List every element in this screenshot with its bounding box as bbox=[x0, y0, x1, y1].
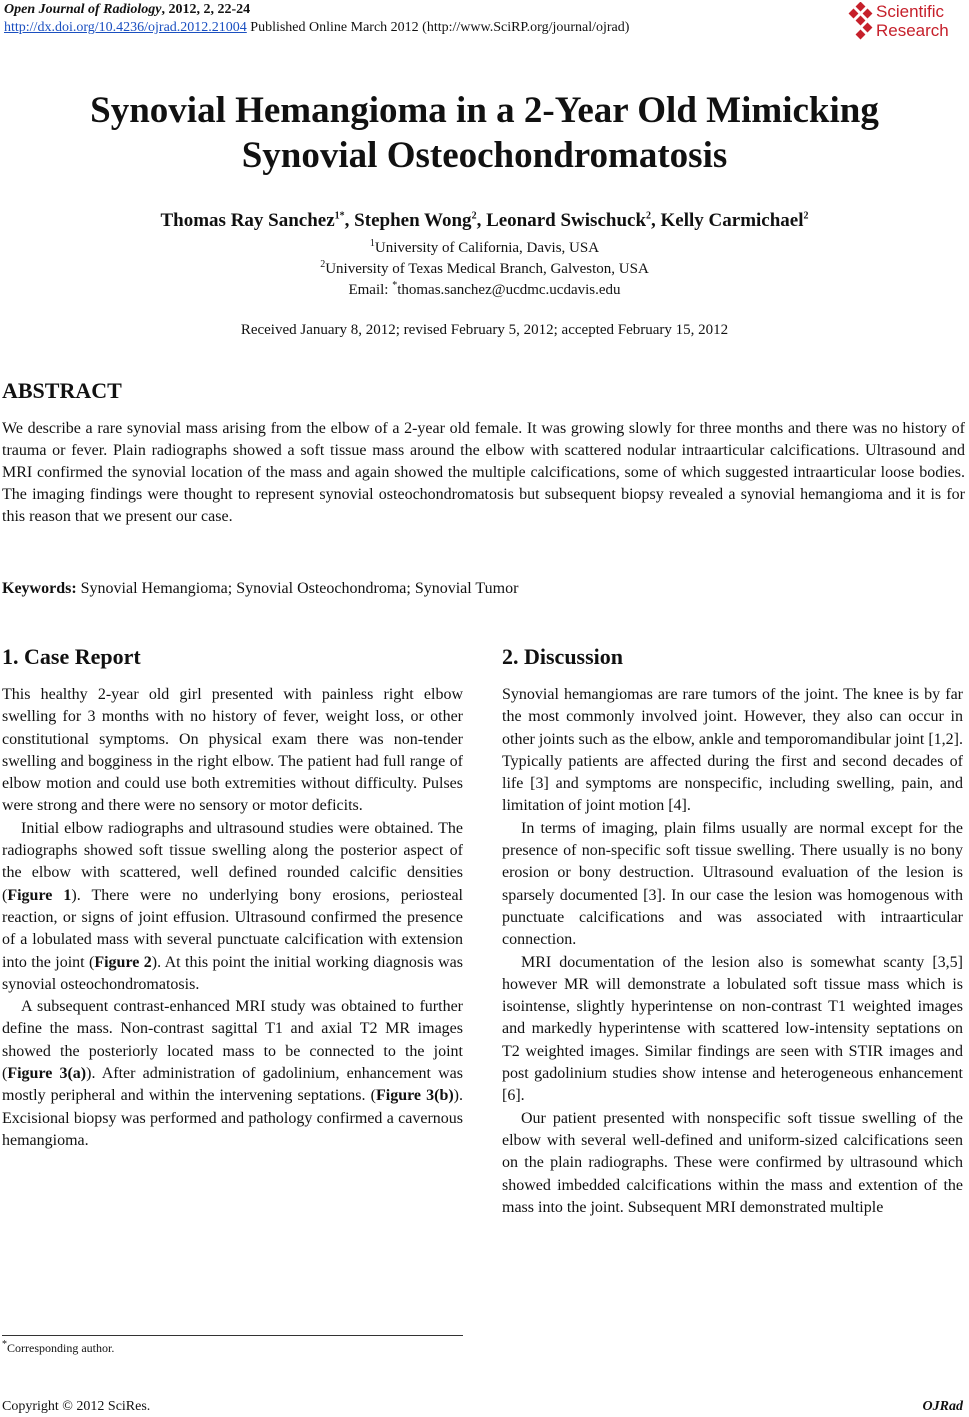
author-name: Leonard Swischuck bbox=[486, 210, 647, 231]
section-1-body bbox=[2, 684, 463, 1152]
affiliation-text: University of California, Davis, USA bbox=[374, 240, 600, 256]
discussion-paragraph-4: Our patient presented with nonspecific soft tissue swelling of the elbow with several well-defined and uniform-sized calcifications seen on the plain radiographs. These were confirmed by ultrasound which showed imbedded calcifications within the mass and extention of the mass into the joint. Subsequent MRI demonstrated multiple bbox=[502, 1109, 963, 1216]
discussion-paragraph-2: In terms of imaging, plain films usually are normal except for the presence of non-specific soft tissue swelling. There usually is no bony erosion or bony destruction. Ultrasound evaluation of the lesion is sparsely documented [3]. In our case the lesion was homogenous with punctuate calcifications and was associated with intraarticular connection. bbox=[502, 819, 963, 949]
title-line-2: Synovial Osteochondromatosis bbox=[241, 135, 728, 176]
figure-ref: Figure 2 bbox=[94, 953, 152, 971]
figure-ref: Figure 1 bbox=[7, 886, 72, 904]
publication-info: Published Online March 2012 (http://www.SciRP.org/journal/ojrad) bbox=[246, 20, 630, 35]
author-name: Thomas Ray Sanchez bbox=[160, 210, 335, 231]
author-affiliation-mark: 2 bbox=[471, 210, 477, 222]
doi-line bbox=[4, 20, 629, 36]
discussion-paragraph-1: Synovial hemangiomas are rare tumors of the joint. The knee is by far the most commonly involved joint. However, they also can occur in other joints such as the elbow, ankle and temporomandibular joint [1,2]. Typically patients are affected during the first and second decades of life [3] and symptoms are nonspecific, including swelling, pain, and limitation of joint motion [4]. bbox=[502, 686, 963, 815]
title-line-1: Synovial Hemangioma in a 2-Year Old Mimicking bbox=[90, 90, 879, 131]
journal-citation bbox=[4, 2, 250, 18]
abstract-text: We describe a rare synovial mass arising from the elbow of a 2-year old female. It was growing slowly for three months and there was no history of trauma or fever. Plain radiographs showed a soft tissue mass around the elbow with scattered nodular intraarticular calcifications. Ultrasound and MRI confirmed the synovial location of the mass and again showed the multiple calcifications, some of which suggested intraarticular loose bodies. The imaging findings were thought to represent synovial osteochondromatosis but subsequent biopsy revealed a synovial hemangioma and it is for this reason that we present our case. bbox=[2, 420, 965, 525]
affiliation-mark: 2 bbox=[320, 259, 326, 270]
text-run: ). There were no underlying bony erosions, periosteal reaction, or signs of joint effusion. Ultrasound confirmed the presence of a lobulated mass with several punctuate calcification with extension into the joint ( bbox=[2, 886, 463, 971]
discussion-paragraph-3: MRI documentation of the lesion also is somewhat scanty [3,5] however MR will demonstrate a lobulated soft tissue mass which is isointense, slightly hyperintense on non-contrast T1 weighted images and markedly hyperintense with scattered low-intensity septations on T2 weighted images. Similar findings are seen with STIR images and post gadolinium studies show intense and heterogeneous enhancement [6]. bbox=[502, 953, 963, 1105]
keywords-text: Synovial Hemangioma; Synovial Osteochondroma; Synovial Tumor bbox=[76, 580, 519, 597]
paper-title bbox=[0, 88, 969, 178]
journal-abbreviation: OJRad bbox=[922, 1399, 963, 1414]
logo-line-1: Scientific bbox=[876, 2, 945, 21]
author-separator: , bbox=[651, 210, 661, 231]
text-run: ). After administration of gadolinium, enhancement was mostly peripheral and within the intervening septations. ( bbox=[2, 1065, 464, 1105]
text-run: Initial elbow radiographs and ultrasound studies were obtained. The radiographs showed soft tissue swelling along the posterior aspect of the elbow with scattered, well defined rounded calcific densities ( bbox=[2, 819, 463, 904]
logo-line-2: Research bbox=[876, 21, 949, 40]
section-2-body bbox=[502, 684, 963, 1219]
keywords-label: Keywords: bbox=[2, 580, 77, 597]
keywords-line bbox=[2, 580, 518, 598]
doi-link[interactable]: http://dx.doi.org/10.4236/ojrad.2012.21004 bbox=[4, 20, 247, 35]
received-dates: Received January 8, 2012; revised February 5, 2012; accepted February 15, 2012 bbox=[240, 322, 729, 338]
email-mark: * bbox=[392, 280, 398, 291]
email-label: Email: bbox=[348, 282, 393, 298]
author-affiliation-mark: 1* bbox=[334, 210, 345, 222]
text-run: ). At this point the initial working diagnosis was synovial osteochondromatosis. bbox=[2, 953, 463, 993]
copyright-notice: Copyright © 2012 SciRes. bbox=[2, 1399, 151, 1414]
abstract-heading: ABSTRACT bbox=[2, 378, 122, 403]
affiliation-2 bbox=[0, 261, 969, 278]
footnote-divider bbox=[2, 1335, 463, 1336]
journal-volume: , 2012, 2, 22-24 bbox=[161, 2, 251, 17]
section-2-heading: 2. Discussion bbox=[502, 644, 624, 669]
affiliation-text: University of Texas Medical Branch, Galveston, USA bbox=[325, 261, 649, 277]
affiliation-1 bbox=[0, 240, 969, 257]
case-paragraph-3 bbox=[2, 996, 463, 1152]
author-affiliation-mark: 2 bbox=[646, 210, 652, 222]
section-1-heading: 1. Case Report bbox=[2, 644, 141, 669]
author-separator: , bbox=[476, 210, 487, 231]
publisher-logo bbox=[848, 2, 968, 42]
text-run: A subsequent contrast-enhanced MRI study was obtained to further define the mass. Non-contrast sagittal T1 and axial T2 MR images showed the posteriorly located mass to be connected to the joint ( bbox=[2, 998, 463, 1083]
author-separator: , bbox=[344, 210, 355, 231]
email-line bbox=[0, 282, 969, 299]
author-name: Stephen Wong bbox=[354, 210, 472, 231]
author-name: Kelly Carmichael bbox=[660, 210, 804, 231]
figure-ref: Figure 3(b) bbox=[375, 1087, 454, 1105]
figure-ref: Figure 3(a) bbox=[7, 1065, 87, 1083]
logo-mark-icon bbox=[848, 2, 876, 42]
text-run: ). Excisional biopsy was performed and pathology confirmed a cavernous hemangioma. bbox=[2, 1087, 463, 1149]
author-affiliation-mark: 2 bbox=[803, 210, 809, 222]
affiliation-mark: 1 bbox=[369, 238, 375, 249]
footnote-mark: * bbox=[2, 1339, 7, 1350]
footnote-text: Corresponding author. bbox=[7, 1341, 115, 1355]
journal-name: Open Journal of Radiology bbox=[4, 2, 162, 17]
author-list bbox=[0, 210, 969, 232]
email-address[interactable]: thomas.sanchez@ucdmc.ucdavis.edu bbox=[397, 282, 621, 298]
footnote bbox=[2, 1341, 114, 1356]
case-paragraph-2 bbox=[2, 818, 463, 996]
case-paragraph-1: This healthy 2-year old girl presented with painless right elbow swelling for 3 months with no history of fever, weight loss, or other constitutional symptoms. On physical exam there was non-tender swelling and bogginess in the right elbow. The patient had full range of elbow motion and could use both extremities without difficulty. Pulses were strong and there were no sensory or motor deficits. bbox=[2, 686, 463, 815]
logo-text bbox=[876, 2, 949, 40]
